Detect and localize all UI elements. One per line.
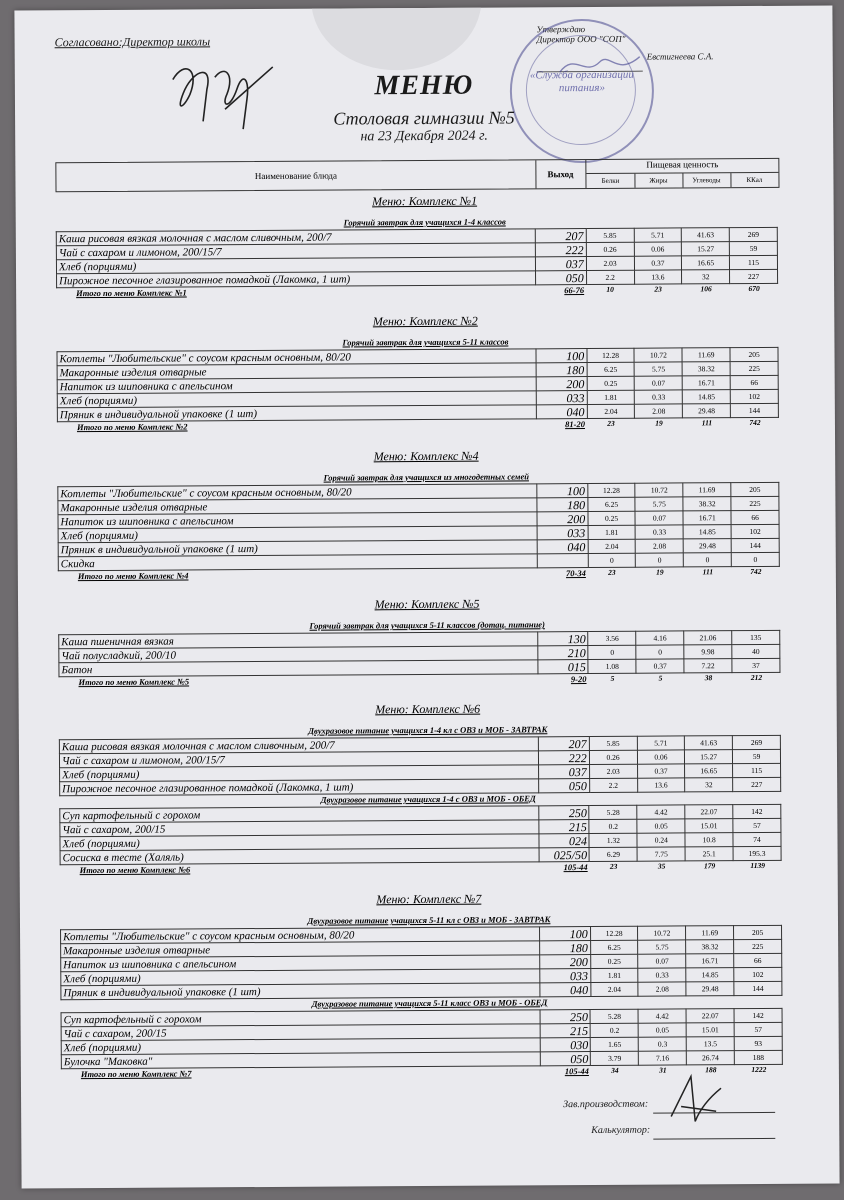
dish-protein: 6.25 [588, 497, 636, 511]
total-protein: 10 [606, 284, 614, 294]
dish-carbs: 38.32 [682, 362, 730, 376]
total-fat: 31 [659, 1065, 667, 1075]
group-subtitle: Горячий завтрак для учащихся 5-11 классов (дотац. питание) [309, 619, 545, 631]
dish-protein: 3.56 [588, 631, 636, 645]
dish-output: 207 [538, 737, 589, 751]
total-price: 105-44 [564, 1066, 589, 1077]
dish-table [56, 227, 778, 288]
dish-name: Чай с сахаром и лимоном, 200/15/7 [59, 751, 538, 768]
dish-output: 100 [536, 349, 587, 363]
dish-fat: 13.6 [637, 778, 685, 792]
total-kcal: 742 [749, 417, 761, 428]
dish-protein: 0.26 [589, 750, 637, 764]
dish-output: 207 [535, 229, 586, 243]
dish-carbs: 11.69 [686, 926, 734, 940]
dish-table [56, 347, 778, 422]
header-kcal: ККал [746, 175, 763, 185]
dish-name: Батон [59, 660, 538, 677]
total-price: 81-20 [565, 419, 585, 430]
stamp-text: «Служба организации питания» [529, 68, 634, 95]
dish-fat: 10.72 [638, 926, 686, 940]
dish-fat: 0.24 [637, 833, 685, 847]
dish-name: Хлеб (порциями) [56, 257, 535, 274]
dish-name: Каша пшеничная вязкая [59, 632, 538, 649]
dish-name: Напиток из шиповника с апельсином [61, 955, 540, 972]
dish-protein: 1.81 [587, 390, 635, 404]
dish-kcal: 225 [734, 939, 782, 953]
dish-fat: 13.6 [634, 270, 682, 284]
dish-name: Чай полусладкий, 200/10 [59, 646, 538, 663]
dish-carbs: 41.63 [682, 228, 730, 242]
dish-output: 222 [538, 751, 589, 765]
total-carbs: 106 [700, 284, 712, 294]
dish-carbs: 38.32 [683, 497, 731, 511]
menu-section [19, 699, 838, 877]
group-subtitle: Горячий завтрак для учащихся 1-4 классов [343, 216, 506, 228]
total-kcal: 1222 [751, 1064, 767, 1075]
dish-fat: 7.16 [639, 1051, 687, 1065]
dish-table [60, 925, 782, 1000]
dish-name: Макаронные изделия отварные [61, 941, 540, 958]
dish-output: 015 [537, 660, 588, 674]
dish-table [61, 1008, 783, 1069]
dish-name: Напиток из шиповника с апельсином [58, 512, 537, 529]
total-carbs: 188 [705, 1065, 717, 1075]
dish-protein: 6.25 [587, 362, 635, 376]
dish-carbs: 15.01 [685, 819, 733, 833]
dish-kcal: 188 [734, 1050, 782, 1064]
dish-name: Каша рисовая вязкая молочная с маслом сливочным, 200/7 [56, 229, 535, 246]
approve-name: Евстигнеева С.А. [646, 51, 714, 62]
dish-fat: 5.75 [635, 497, 683, 511]
dish-kcal: 59 [729, 241, 777, 255]
dish-kcal: 227 [733, 777, 781, 791]
total-carbs: 38 [704, 673, 713, 683]
dish-fat: 0.07 [635, 376, 683, 390]
header-nutrition: Пищевая ценность [586, 159, 778, 174]
dish-protein: 0.25 [587, 376, 635, 390]
dish-protein: 6.29 [590, 847, 638, 861]
menu-title: МЕНЮ [374, 69, 474, 102]
section-title: Меню: Комплекс №5 [374, 596, 480, 612]
dish-kcal: 57 [734, 1022, 782, 1036]
dish-carbs: 9.98 [684, 645, 732, 659]
dish-carbs: 13.5 [686, 1037, 734, 1051]
dish-protein: 2.03 [586, 256, 634, 270]
dish-kcal: 57 [733, 818, 781, 832]
dish-output: 200 [536, 377, 587, 391]
dish-output: 180 [536, 363, 587, 377]
dish-output: 180 [539, 941, 590, 955]
header-protein: Белки [586, 174, 635, 188]
dish-carbs: 38.32 [686, 940, 734, 954]
menu-section [17, 447, 836, 584]
header-fat: Жиры [634, 173, 683, 187]
total-protein: 23 [607, 418, 615, 428]
header-output: Выход [535, 160, 586, 188]
dish-output: 050 [538, 779, 589, 793]
dish-name: Пряник в индивидуальной упаковке (1 шт) [61, 983, 540, 1000]
dish-kcal: 205 [730, 347, 778, 361]
dish-kcal: 66 [731, 510, 779, 524]
dish-carbs: 29.48 [686, 982, 734, 996]
dish-kcal: 269 [733, 735, 781, 749]
total-kcal: 742 [750, 566, 762, 577]
dish-carbs: 26.74 [686, 1051, 734, 1065]
total-fat: 5 [658, 673, 663, 683]
dish-carbs: 14.85 [686, 968, 734, 982]
dish-fat: 10.72 [634, 348, 682, 362]
dish-output: 024 [538, 834, 589, 848]
dish-kcal: 59 [733, 749, 781, 763]
dish-output: 033 [536, 391, 587, 405]
dish-fat: 0.07 [635, 511, 683, 525]
dish-kcal: 225 [730, 361, 778, 375]
dish-protein: 1.81 [588, 525, 636, 539]
dish-name: Хлеб (порциями) [60, 765, 539, 782]
dish-carbs: 11.69 [683, 483, 731, 497]
total-fat: 19 [656, 567, 664, 577]
menu-date: на 23 Декабря 2024 г. [360, 128, 488, 145]
dish-carbs: 7.22 [684, 659, 732, 673]
dish-protein: 5.85 [589, 736, 637, 750]
dish-fat: 0.33 [635, 390, 683, 404]
school-name: Столовая гимназии №5 [333, 107, 515, 129]
dish-protein: 1.65 [591, 1037, 639, 1051]
dish-fat: 0.05 [638, 1023, 686, 1037]
dish-fat: 0.37 [637, 764, 685, 778]
total-carbs: 111 [702, 567, 714, 577]
calculator-sign-line [653, 1138, 775, 1140]
dish-kcal: 115 [730, 255, 778, 269]
dish-output: 040 [540, 983, 591, 997]
dish-protein: 5.28 [590, 1009, 638, 1023]
menu-section [16, 312, 835, 435]
dish-fat: 5.75 [635, 362, 683, 376]
calculator-label: Калькулятор: [591, 1124, 651, 1137]
dish-protein: 1.08 [588, 659, 636, 673]
total-label: Итого по меню Комплекс №4 [77, 570, 189, 582]
dish-kcal: 269 [729, 227, 777, 241]
dish-kcal: 102 [731, 524, 779, 538]
dish-kcal: 142 [734, 1008, 782, 1022]
total-label: Итого по меню Комплекс №1 [76, 287, 187, 299]
dish-protein: 2.04 [587, 404, 635, 418]
group-subtitle: Двухразовое питание учащихся 1-4 кл с ОВЗ и МОБ - ЗАВТРАК [308, 724, 548, 736]
total-label: Итого по меню Комплекс №2 [76, 421, 188, 433]
section-title: Меню: Комплекс №2 [372, 313, 478, 329]
dish-name: Макаронные изделия отварные [58, 498, 537, 515]
dish-carbs: 41.63 [685, 736, 733, 750]
dish-protein: 12.28 [587, 348, 635, 362]
dish-table [59, 735, 781, 796]
dish-fat: 5.71 [634, 228, 682, 242]
dish-kcal: 115 [733, 763, 781, 777]
dish-kcal: 144 [730, 403, 778, 417]
dish-output: 037 [538, 765, 589, 779]
dish-name: Чай с сахаром, 200/15 [60, 820, 539, 837]
group-subtitle: Двухразовое питание учащихся 5-11 кл с ОВЗ и МОБ - ЗАВТРАК [307, 914, 551, 926]
dish-carbs: 25.1 [685, 847, 733, 861]
dish-protein: 0 [588, 645, 636, 659]
dish-kcal: 144 [734, 981, 782, 995]
dish-output: 037 [535, 257, 586, 271]
dish-name: Хлеб (порциями) [57, 391, 536, 408]
dish-carbs: 11.69 [682, 348, 730, 362]
group-subtitle: Двухразовое питание учащихся 1-4 с ОВЗ и МОБ - ОБЕД [320, 793, 536, 805]
dish-carbs: 16.65 [685, 764, 733, 778]
dish-carbs: 14.85 [683, 390, 731, 404]
dish-output [537, 554, 588, 568]
total-price: 105-44 [563, 862, 588, 873]
header-carbs: Углеводы [682, 173, 731, 187]
group-subtitle: Двухразовое питание учащихся 5-11 класс ОВЗ и МОБ - ОБЕД [311, 997, 548, 1009]
dish-protein: 2.2 [586, 270, 634, 284]
dish-kcal: 225 [731, 496, 779, 510]
dish-output: 222 [535, 243, 586, 257]
dish-output: 250 [538, 806, 589, 820]
dish-name: Сосиска в тесте (Халяль) [60, 848, 539, 865]
dish-output: 250 [540, 1010, 591, 1024]
dish-kcal: 102 [730, 389, 778, 403]
dish-fat: 4.42 [638, 1009, 686, 1023]
dish-fat: 0.05 [637, 819, 685, 833]
dish-protein: 2.04 [588, 539, 636, 553]
dish-protein: 3.79 [591, 1051, 639, 1065]
dish-carbs: 16.71 [686, 954, 734, 968]
menu-section [18, 595, 837, 690]
dish-name: Булочка "Маковка" [61, 1052, 540, 1069]
dish-protein: 2.2 [589, 778, 637, 792]
section-title: Меню: Комплекс №7 [376, 891, 482, 907]
dish-name: Котлеты "Любительские" с соусом красным основным, 80/20 [57, 349, 536, 366]
section-title: Меню: Комплекс №6 [375, 701, 481, 717]
dish-output: 030 [540, 1038, 591, 1052]
dish-fat: 0.37 [634, 256, 682, 270]
dish-carbs: 15.27 [682, 242, 730, 256]
total-label: Итого по меню Комплекс №7 [80, 1068, 192, 1080]
dish-kcal: 74 [733, 832, 781, 846]
dish-kcal: 205 [734, 925, 782, 939]
dish-fat: 0.06 [634, 242, 682, 256]
dish-kcal: 205 [731, 482, 779, 496]
dish-name: Пирожное песочное глазированное помадкой (Лакомка, 1 шт) [57, 271, 536, 288]
dish-carbs: 15.01 [686, 1023, 734, 1037]
dish-carbs: 16.71 [682, 376, 730, 390]
dish-fat: 4.16 [636, 631, 684, 645]
dish-output: 033 [537, 526, 588, 540]
dish-carbs: 22.07 [685, 805, 733, 819]
dish-output: 130 [537, 632, 588, 646]
dish-protein: 2.03 [589, 764, 637, 778]
dish-kcal: 66 [734, 953, 782, 967]
table-header [55, 158, 779, 192]
dish-name: Котлеты "Любительские" с соусом красным основным, 80/20 [58, 484, 537, 501]
dish-name: Пирожное песочное глазированное помадкой (Лакомка, 1 шт) [60, 779, 539, 796]
dish-carbs: 14.85 [683, 525, 731, 539]
approve-line-2: Директор ООО "СОП" [536, 33, 626, 45]
dish-fat: 5.75 [638, 940, 686, 954]
dish-protein: 0.26 [586, 242, 634, 256]
dish-carbs: 22.07 [686, 1009, 734, 1023]
dish-carbs: 16.71 [683, 511, 731, 525]
section-title: Меню: Комплекс №1 [372, 193, 478, 209]
dish-fat: 5.71 [637, 736, 685, 750]
dish-protein: 12.28 [590, 926, 638, 940]
production-signature [661, 1066, 731, 1136]
dish-name: Каша рисовая вязкая молочная с маслом сливочным, 200/7 [59, 737, 538, 754]
dish-protein: 12.28 [587, 483, 635, 497]
dish-fat: 0.33 [638, 968, 686, 982]
dish-name: Хлеб (порциями) [60, 834, 539, 851]
dish-kcal: 37 [732, 658, 780, 672]
dish-protein: 0.2 [591, 1023, 639, 1037]
dish-name: Пряник в индивидуальной упаковке (1 шт) [58, 540, 537, 557]
total-price: 70-34 [565, 568, 586, 579]
dish-protein: 2.04 [591, 982, 639, 996]
menu-section [16, 192, 835, 301]
total-kcal: 670 [748, 283, 760, 294]
section-title: Меню: Комплекс №4 [373, 448, 479, 464]
total-kcal: 1139 [750, 860, 765, 871]
dish-fat: 2.08 [636, 539, 684, 553]
dish-kcal: 40 [732, 644, 780, 658]
total-protein: 34 [611, 1065, 619, 1075]
total-protein: 23 [609, 861, 618, 871]
dish-output: 200 [537, 512, 588, 526]
dish-fat: 7.75 [637, 847, 685, 861]
dish-fat: 0.33 [636, 525, 684, 539]
dish-fat: 4.42 [637, 805, 685, 819]
dish-protein: 6.25 [590, 940, 638, 954]
dish-name: Чай с сахаром и лимоном, 200/15/7 [56, 243, 535, 260]
total-carbs: 179 [703, 861, 716, 871]
page-fold-shadow [311, 6, 482, 71]
dish-output: 050 [540, 1052, 591, 1066]
dish-output: 050 [535, 271, 586, 285]
dish-output: 100 [537, 484, 588, 498]
dish-fat: 0.06 [637, 750, 685, 764]
dish-output: 025/50 [539, 848, 590, 862]
total-fat: 35 [657, 861, 666, 871]
dish-protein: 0.25 [588, 511, 636, 525]
dish-name: Суп картофельный с горохом [60, 806, 539, 823]
dish-kcal: 142 [733, 804, 781, 818]
dish-fat: 2.08 [635, 404, 683, 418]
total-protein: 23 [608, 567, 616, 577]
agreed-label: Согласовано:Директор школы [54, 34, 211, 50]
dish-name: Чай с сахаром, 200/15 [61, 1024, 540, 1041]
dish-output: 215 [540, 1024, 591, 1038]
dish-output: 040 [537, 540, 588, 554]
dish-output: 100 [539, 927, 590, 941]
dish-fat: 10.72 [635, 483, 683, 497]
dish-name: Котлеты "Любительские" с соусом красным основным, 80/20 [61, 927, 540, 944]
dish-carbs: 32 [682, 270, 730, 284]
dish-table [58, 630, 780, 677]
total-carbs: 111 [701, 418, 713, 428]
dish-name: Скидка [58, 554, 537, 571]
dish-name: Макаронные изделия отварные [57, 363, 536, 380]
dish-name: Напиток из шиповника с апельсином [57, 377, 536, 394]
dish-carbs: 10.8 [685, 833, 733, 847]
total-fat: 19 [655, 418, 663, 428]
dish-output: 215 [538, 820, 589, 834]
dish-protein: 1.81 [590, 968, 638, 982]
dish-carbs: 0 [684, 553, 732, 567]
production-label: Зав.производством: [563, 1098, 649, 1111]
total-protein: 5 [610, 673, 615, 683]
dish-output: 180 [537, 498, 588, 512]
dish-kcal: 144 [731, 538, 779, 552]
dish-output: 210 [537, 646, 588, 660]
total-price: 9-20 [570, 674, 587, 685]
group-subtitle: Горячий завтрак для учащихся 5-11 классов [342, 336, 509, 348]
approve-line-1: Утверждаю [536, 24, 586, 35]
dish-name: Пряник в индивидуальной упаковке (1 шт) [57, 405, 536, 422]
dish-name: Суп картофельный с горохом [61, 1010, 540, 1027]
dish-protein: 0 [588, 553, 636, 567]
dish-table [57, 482, 780, 571]
dish-name: Хлеб (порциями) [61, 1038, 540, 1055]
dish-carbs: 21.06 [684, 631, 732, 645]
dish-output: 033 [540, 969, 591, 983]
dish-fat: 0 [636, 553, 684, 567]
dish-fat: 0.37 [636, 659, 684, 673]
dish-carbs: 29.48 [683, 404, 731, 418]
dish-fat: 0.07 [638, 954, 686, 968]
dish-carbs: 15.27 [685, 750, 733, 764]
dish-kcal: 66 [730, 375, 778, 389]
dish-protein: 1.32 [589, 833, 637, 847]
dish-fat: 0 [636, 645, 684, 659]
dish-kcal: 102 [734, 967, 782, 981]
dish-kcal: 0 [731, 552, 779, 566]
dish-protein: 5.85 [586, 228, 634, 242]
dish-fat: 0.3 [639, 1037, 687, 1051]
dish-table [59, 804, 781, 865]
dish-output: 200 [540, 955, 591, 969]
dish-kcal: 93 [734, 1036, 782, 1050]
dish-kcal: 135 [732, 630, 780, 644]
total-kcal: 212 [750, 672, 763, 683]
total-price: 66-76 [564, 285, 585, 296]
group-subtitle: Горячий завтрак для учащихся из многодетных семей [323, 471, 529, 483]
dish-carbs: 29.48 [683, 539, 731, 553]
total-fat: 23 [654, 284, 662, 294]
dish-carbs: 32 [685, 778, 733, 792]
dish-carbs: 16.65 [682, 256, 730, 270]
dish-output: 040 [536, 405, 587, 419]
total-label: Итого по меню Комплекс №5 [78, 676, 190, 688]
dish-name: Хлеб (порциями) [58, 526, 537, 543]
dish-kcal: 227 [730, 269, 778, 283]
dish-name: Хлеб (порциями) [61, 969, 540, 986]
dish-protein: 5.28 [589, 805, 637, 819]
dish-kcal: 195.3 [733, 846, 781, 860]
menu-section [20, 889, 839, 1081]
dish-fat: 2.08 [638, 982, 686, 996]
header-dish-name: Наименование блюда [56, 160, 536, 191]
dish-protein: 0.2 [589, 819, 637, 833]
total-label: Итого по меню Комплекс №6 [79, 864, 191, 876]
dish-protein: 0.25 [590, 954, 638, 968]
menu-sheet [14, 6, 839, 1189]
